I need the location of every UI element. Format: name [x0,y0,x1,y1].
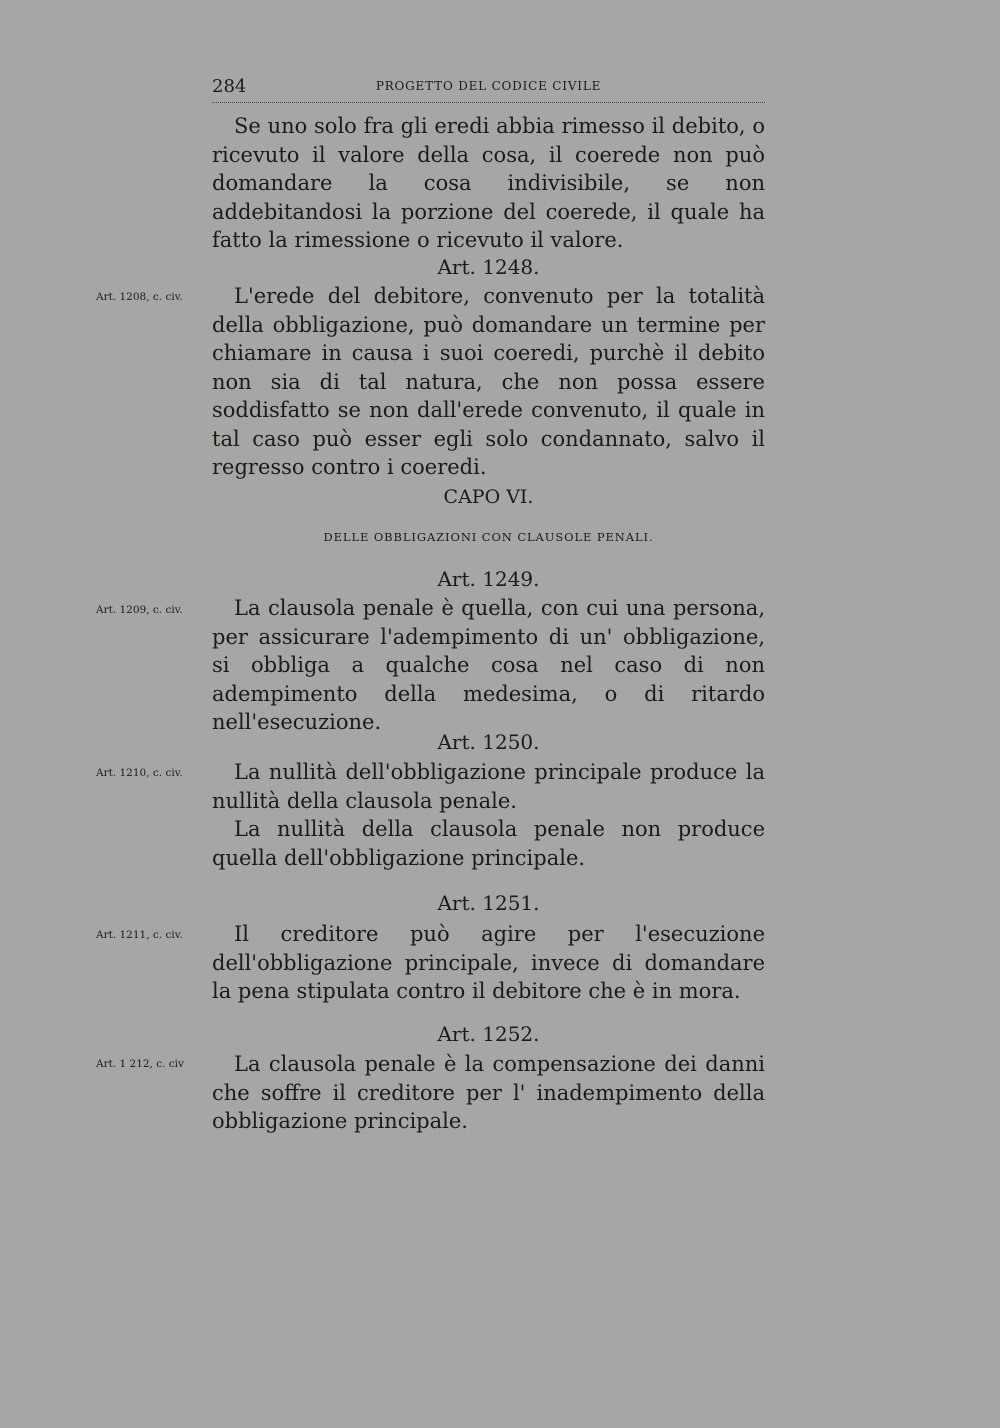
article-text-1250-second: La nullità della clausola penale non produce quella dell'obbligazione principale. [212,817,765,870]
article-heading-1251: Art. 1251. [437,891,540,915]
article-text-1252: La clausola penale è la compensazione dei danni che soffre il creditore per l' inadempimento della obbligazione principale. [212,1052,765,1133]
page-number: 284 [212,76,247,97]
chapter-title: CAPO VI. [443,486,534,508]
margin-reference-1249: Art. 1209, c. civ. [96,604,183,616]
article-heading-1250: Art. 1250. [437,730,540,754]
article-text-1248: L'erede del debitore, convenuto per la totalità della obbligazione, può domandare un termine per chiamare in causa i suoi coeredi, purchè il debito non sia di tal natura, che non possa essere soddisfatto se non dall'erede convenuto, il quale in tal caso può esser egli solo condannato, salvo il regresso contro i coeredi. [212,284,765,479]
margin-reference-1251: Art. 1211, c. civ. [96,929,183,941]
paragraph-intro: Se uno solo fra gli eredi abbia rimesso il debito, o ricevuto il valore della cosa, il coerede non può domandare la cosa indivisibile, se non addebitandosi la porzione del coerede, il quale ha fatto la rimessione o ricevuto il valore. [212,114,765,252]
page-header [212,72,765,103]
article-text-1249: La clausola penale è quella, con cui una persona, per assicurare l'adempimento di un' obbligazione, si obbliga a qualche cosa nel caso di non adempimento della medesima, o di ritardo nell'esecuzione. [212,596,765,734]
margin-reference-1252: Art. 1 212, c. civ [96,1058,184,1070]
article-heading-1248: Art. 1248. [437,255,540,279]
article-heading-1252: Art. 1252. [437,1022,540,1046]
article-text-1251: Il creditore può agire per l'esecuzione dell'obbligazione principale, invece di domandare la pena stipulata contro il debitore che è in mora. [212,922,765,1003]
running-title: PROGETTO DEL CODICE CIVILE [375,79,602,93]
chapter-subtitle: DELLE OBBLIGAZIONI CON CLAUSOLE PENALI. [323,530,654,544]
article-heading-1249: Art. 1249. [437,567,540,591]
margin-reference-1248: Art. 1208, c. civ. [96,291,183,303]
margin-reference-1250: Art. 1210, c. civ. [96,767,183,779]
article-text-1250-first: La nullità dell'obbligazione principale produce la nullità della clausola penale. [212,760,765,813]
